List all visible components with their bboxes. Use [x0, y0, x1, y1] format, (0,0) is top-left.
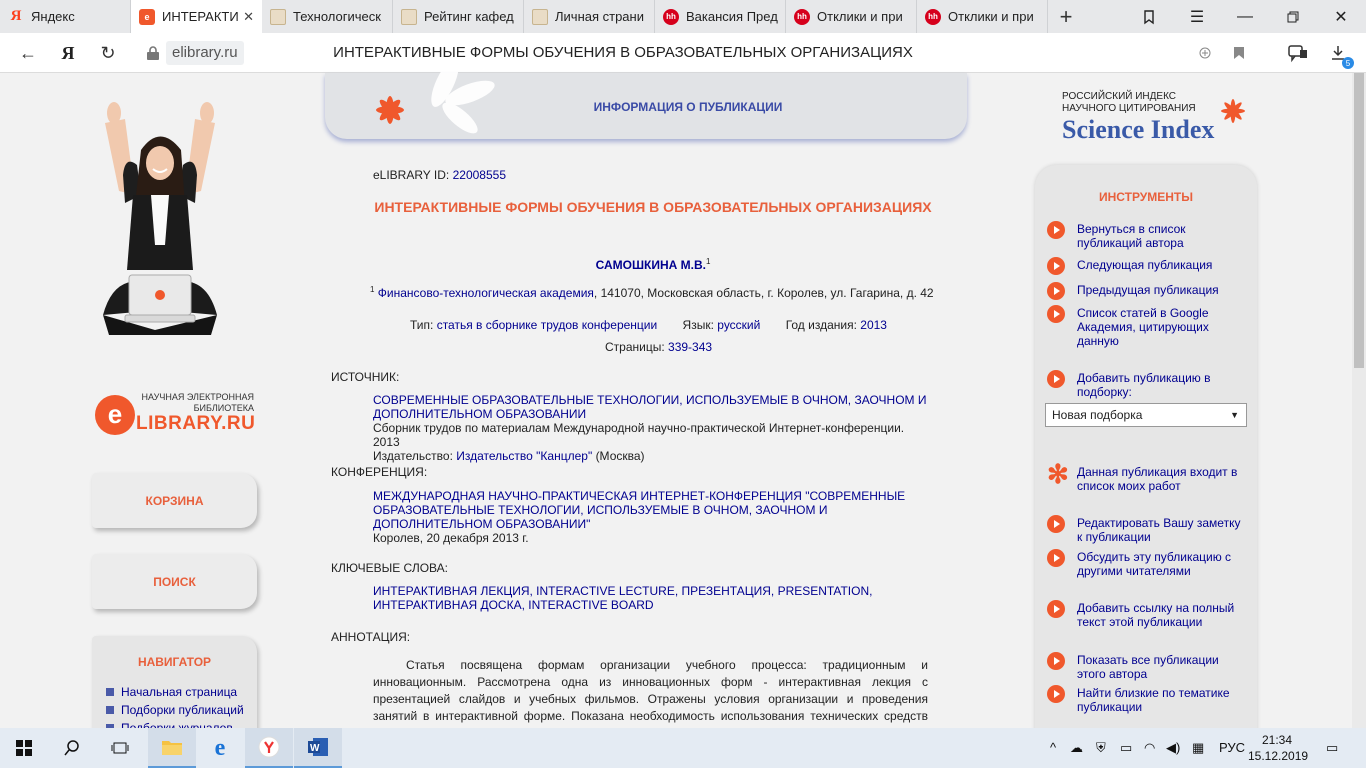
browser-tab[interactable]	[655, 0, 786, 33]
arrow-right-icon	[1047, 257, 1065, 275]
yandex-browser-icon	[258, 736, 280, 758]
pages-value: 339-343	[668, 340, 713, 354]
publisher-city: (Москва)	[595, 449, 645, 463]
new-tab-button[interactable]: +	[1059, 3, 1073, 29]
browser-tab[interactable]	[262, 0, 393, 33]
tool-label: Показать все публикации этого автора	[1077, 653, 1219, 681]
navigator-item-label: Подборки публикаций	[121, 703, 244, 717]
star-icon: ✻	[1047, 459, 1069, 489]
conference-title-link[interactable]: МЕЖДУНАРОДНАЯ НАУЧНО-ПРАКТИЧЕСКАЯ ИНТЕРНЕТ-КОНФЕРЕНЦИЯ "СОВРЕМЕННЫЕ ОБРАЗОВАТЕЛЬНЫЕ ТЕХНОЛОГИИ, ИСПОЛЬЗУЕМЫЕ В ОЧНОМ, ЗАОЧНОМ И ДОПОЛНИТЕЛЬНОМ ОБРАЗОВАНИИ"	[373, 489, 906, 531]
type-value: статья в сборнике трудов конференции	[436, 318, 658, 332]
tool-edit-note[interactable]	[1047, 516, 1247, 544]
battery-icon[interactable]: ▭	[1120, 740, 1133, 755]
minimize-icon[interactable]: —	[1237, 7, 1253, 25]
tab-label: ИНТЕРАКТИ	[162, 9, 239, 24]
source-title-link[interactable]: СОВРЕМЕННЫЕ ОБРАЗОВАТЕЛЬНЫЕ ТЕХНОЛОГИИ, ИСПОЛЬЗУЕМЫЕ В ОЧНОМ, ЗАОЧНОМ И ДОПОЛНИТЕЛЬНОМ ОБРАЗОВАНИИ	[373, 393, 927, 421]
publisher-link[interactable]: Издательство "Канцлер"	[456, 449, 593, 463]
page-scrollbar[interactable]	[1352, 73, 1366, 728]
tray-expand-icon[interactable]: ^	[1050, 740, 1057, 755]
arrow-right-icon	[1047, 221, 1065, 239]
keywords-links[interactable]: ИНТЕРАКТИВНАЯ ЛЕКЦИЯ, INTERACTIVE LECTURE, ПРЕЗЕНТАЦИЯ, PRESENTATION, ИНТЕРАКТИВНАЯ ДОСКА, INTERACTIVE BOARD	[373, 584, 873, 612]
source-label: ИСТОЧНИК:	[331, 370, 400, 384]
year-value: 2013	[860, 318, 887, 332]
search-icon	[64, 740, 80, 756]
network-icon[interactable]: ▦	[1192, 740, 1205, 755]
browser-tab[interactable]	[393, 0, 524, 33]
tab-label: Отклики и при	[817, 9, 903, 24]
address-bar	[0, 33, 1366, 73]
affiliation-address: , 141070, Московская область, г. Королев, ул. Гагарина, д. 42	[593, 286, 934, 300]
web-page	[0, 73, 1366, 728]
chevron-down-icon: ▼	[1230, 410, 1239, 420]
restore-icon[interactable]	[1270, 0, 1316, 33]
bullet-icon	[106, 688, 114, 696]
yandex-icon: Я	[10, 8, 22, 24]
affiliation-sup: 1	[370, 285, 375, 294]
author-line	[373, 257, 933, 272]
tool-back-to-author-list[interactable]	[1047, 222, 1247, 250]
windows-icon	[16, 740, 32, 756]
tab-label: Вакансия Пред	[686, 9, 778, 24]
search-taskbar-button[interactable]	[48, 728, 96, 768]
conference-place: Королев, 20 декабря 2013 г.	[373, 531, 529, 545]
elibrary-id-value[interactable]: 22008555	[452, 168, 506, 182]
browser-tab[interactable]	[524, 0, 655, 33]
clock-time: 21:34	[1261, 733, 1293, 747]
downloads-badge: 5	[1342, 57, 1354, 69]
bullet-icon	[106, 706, 114, 714]
close-window-icon[interactable]: ✕	[1334, 8, 1348, 26]
conference-label: КОНФЕРЕНЦИЯ:	[331, 465, 428, 479]
wifi-icon[interactable]: ◠	[1144, 740, 1156, 755]
year-label: Год издания:	[785, 318, 857, 332]
elibrary-logo-letter: e	[95, 395, 135, 435]
publication-title: ИНТЕРАКТИВНЫЕ ФОРМЫ ОБУЧЕНИЯ В ОБРАЗОВАТЕЛЬНЫХ ОРГАНИЗАЦИЯХ	[374, 199, 932, 215]
elibrary-icon	[401, 9, 417, 25]
tool-google-scholar[interactable]	[1047, 306, 1247, 348]
publication-info-banner	[325, 73, 967, 139]
conference-block	[373, 489, 933, 545]
svg-text:W: W	[310, 743, 320, 754]
arrow-right-icon	[1047, 652, 1065, 670]
protect-icon[interactable]	[1287, 42, 1309, 64]
arrow-right-icon	[1047, 282, 1065, 300]
arrow-right-icon	[1047, 549, 1065, 567]
arrow-right-icon	[1047, 685, 1065, 703]
affiliation-link[interactable]: Финансово-технологическая академия	[377, 286, 594, 300]
translate-icon[interactable]	[1194, 42, 1216, 64]
author-sup: 1	[705, 257, 711, 266]
publisher-label: Издательство:	[373, 449, 453, 463]
word-button[interactable]	[294, 728, 342, 768]
task-view-button[interactable]	[96, 728, 144, 768]
scrollbar-thumb[interactable]	[1354, 73, 1364, 368]
arrow-right-icon	[1047, 370, 1065, 388]
start-button[interactable]	[0, 728, 48, 768]
keywords-label: КЛЮЧЕВЫЕ СЛОВА:	[331, 561, 448, 575]
tool-label: Найти близкие по тематике публикации	[1077, 686, 1230, 714]
taskbar-clock[interactable]	[1248, 732, 1309, 764]
source-block	[373, 393, 933, 463]
banner-title: ИНФОРМАЦИЯ О ПУБЛИКАЦИИ	[593, 100, 783, 114]
collection-select-value: Новая подборка	[1052, 408, 1143, 422]
science-index-word: Science Index	[1062, 115, 1215, 144]
word-icon	[307, 737, 329, 757]
defender-icon[interactable]: ⛨	[1096, 740, 1106, 755]
navigator-item[interactable]	[106, 683, 257, 701]
tool-previous-publication[interactable]	[1047, 283, 1247, 300]
folder-icon	[161, 738, 183, 756]
browser-tab[interactable]	[786, 0, 917, 33]
elibrary-logo[interactable]	[92, 391, 262, 441]
tool-label: Список статей в Google Академия, цитирующих данную	[1077, 306, 1209, 348]
hh-icon: hh	[925, 9, 941, 25]
tools-panel	[1035, 165, 1257, 735]
file-explorer-button[interactable]	[148, 728, 196, 768]
science-index-logo[interactable]	[1062, 91, 1252, 151]
back-button[interactable]: ←	[19, 42, 37, 63]
reload-button[interactable]: ↻	[100, 42, 116, 63]
onedrive-icon[interactable]: ☁	[1070, 740, 1083, 755]
arrow-right-icon	[1047, 600, 1065, 618]
yandex-home-button[interactable]: Я	[61, 42, 75, 63]
pub-meta-row	[410, 318, 887, 332]
pages-label: Страницы:	[605, 340, 665, 354]
elibrary-logo-word: LIBRARY.RU	[136, 413, 256, 434]
tool-label: Следующая публикация	[1077, 258, 1213, 272]
hh-icon: hh	[663, 9, 679, 25]
science-index-star-icon	[1219, 97, 1247, 125]
page-title-in-address-bar[interactable]: ИНТЕРАКТИВНЫЕ ФОРМЫ ОБУЧЕНИЯ В ОБРАЗОВАТЕЛЬНЫХ ОРГАНИЗАЦИЯХ	[333, 44, 913, 61]
tool-label: Обсудить эту публикацию с другими читателями	[1077, 550, 1232, 578]
pages-row	[605, 340, 712, 354]
bookmarks-icon[interactable]	[1126, 0, 1172, 33]
tool-label: Добавить ссылку на полный текст этой публикации	[1077, 601, 1235, 629]
navigator-item[interactable]	[106, 701, 257, 719]
tab-label: Яндекс	[31, 9, 75, 24]
browser-tab[interactable]	[917, 0, 1048, 33]
tab-close-icon[interactable]: ✕	[243, 8, 254, 24]
elibrary-logo-caption: НАУЧНАЯ ЭЛЕКТРОННАЯ БИБЛИОТЕКА	[141, 392, 254, 413]
source-description: Сборник трудов по материалам Международной научно-практической Интернет-конференции. 2013	[373, 421, 905, 449]
tools-title: ИНСТРУМЕНТЫ	[1098, 190, 1194, 204]
tab-label: Рейтинг кафед	[424, 9, 514, 24]
windows-taskbar	[0, 728, 1366, 768]
language-indicator[interactable]: РУС	[1219, 740, 1246, 755]
publisher-row	[373, 449, 933, 463]
edge-button[interactable]	[196, 728, 244, 768]
tool-label: Данная публикация входит в список моих работ	[1077, 465, 1238, 493]
lock-icon	[146, 45, 160, 61]
type-label: Тип:	[410, 318, 434, 332]
mascot-illustration	[95, 95, 225, 365]
navigator-item-label: Начальная страница	[121, 685, 238, 699]
clock-date: 15.12.2019	[1248, 749, 1309, 763]
author-link[interactable]: САМОШКИНА М.В.	[595, 258, 706, 272]
edge-icon: e	[214, 734, 226, 761]
notifications-icon[interactable]: ▭	[1326, 740, 1339, 755]
tool-add-fulltext-link[interactable]	[1047, 601, 1247, 629]
lang-value: русский	[717, 318, 761, 332]
annotation-label: АННОТАЦИЯ:	[331, 630, 411, 644]
tab-label: Отклики и при	[948, 9, 1034, 24]
browser-tab[interactable]	[0, 0, 131, 33]
elibrary-icon	[532, 9, 548, 25]
tool-label: Предыдущая публикация	[1077, 283, 1219, 297]
tool-next-publication[interactable]	[1047, 258, 1247, 275]
search-button[interactable]: ПОИСК	[92, 554, 257, 609]
annotation-text: Статья посвящена формам организации учебного процесса: традиционным и инновационным. Рассмотрена одна из инновационных форм - интерактивная лекция с презентацией слайдов и учебных фильмов. Отражены условия организации и проведения занятий в интерактивной форме. Показана необходимость использования технических средств	[373, 658, 928, 723]
arrow-right-icon	[1047, 305, 1065, 323]
collection-select[interactable]	[1045, 403, 1247, 427]
tool-all-author-publications[interactable]	[1047, 653, 1247, 681]
tool-label: Редактировать Вашу заметку к публикации	[1077, 516, 1241, 544]
navigator-title: НАВИГАТОР	[137, 655, 212, 669]
browser-tab-active[interactable]	[131, 0, 262, 33]
lang-label: Язык:	[682, 318, 714, 332]
tool-label: Добавить публикацию в подборку:	[1077, 371, 1211, 399]
url-domain[interactable]: elibrary.ru	[166, 41, 244, 65]
elibrary-icon	[270, 9, 286, 25]
yandex-browser-button[interactable]	[245, 728, 293, 768]
elibrary-id-label: eLIBRARY ID:	[373, 168, 450, 182]
tab-label: Технологическ	[293, 9, 381, 24]
tool-add-to-collection[interactable]	[1047, 371, 1247, 399]
bookmark-icon[interactable]	[1228, 42, 1250, 64]
tool-label: Вернуться в список публикаций автора	[1077, 222, 1186, 250]
tool-in-my-works[interactable]	[1047, 459, 1247, 493]
elibrary-icon: e	[139, 9, 155, 25]
arrow-right-icon	[1047, 515, 1065, 533]
affiliation	[370, 285, 934, 300]
volume-icon[interactable]: ◀)	[1166, 740, 1181, 755]
tool-discuss[interactable]	[1047, 550, 1247, 578]
elibrary-id	[373, 168, 506, 182]
task-view-icon	[111, 741, 129, 755]
science-index-caption: РОССИЙСКИЙ ИНДЕКС НАУЧНОГО ЦИТИРОВАНИЯ	[1062, 91, 1196, 114]
tool-similar-publications[interactable]	[1047, 686, 1247, 714]
cart-button[interactable]: КОРЗИНА	[92, 473, 257, 528]
hh-icon: hh	[794, 9, 810, 25]
tab-label: Личная страни	[555, 9, 644, 24]
menu-icon[interactable]: ☰	[1189, 8, 1205, 26]
